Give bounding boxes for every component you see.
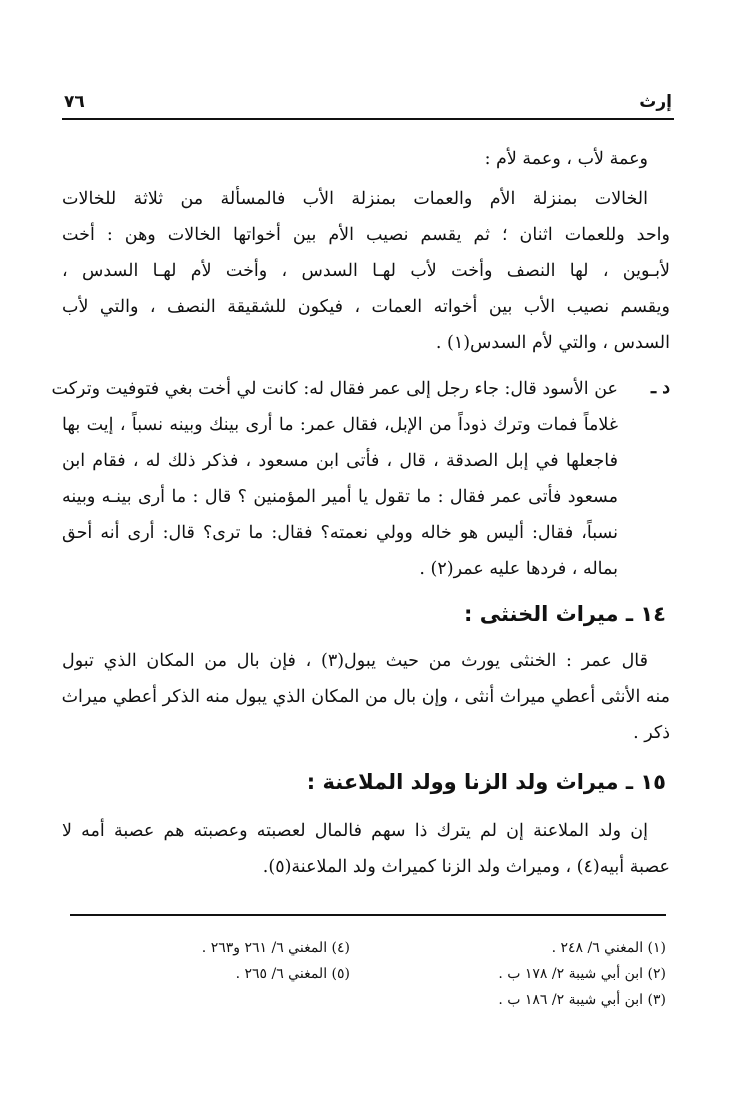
text-line: غلاماً فمات وترك ذوداً من الإبل، فقال عمر: ما أرى بينك وبينه نسباً ، إيت بها xyxy=(62,415,618,435)
footnote: (٢) ابن أبي شيبة ٢/ ١٧٨ ب . xyxy=(498,966,666,982)
text-line: لأبـوين ، لها النصف وأخت لأب لهـا السدس ، وأخت لأم لهـا السدس ، xyxy=(62,261,670,281)
text-line: نسباً، فقال: أليس هو خاله وولي نعمته؟ فقال: ما ترى؟ قال: أرى أنه أحق xyxy=(62,523,618,543)
text-line: الخالات بمنزلة الأم والعمات بمنزلة الأب فالمسألة من ثلاثة للخالات xyxy=(62,189,648,209)
footnote: (١) المغني ٦/ ٢٤٨ . xyxy=(551,940,666,956)
text-line: مسعود فأتى عمر فقال : ما تقول يا أمير المؤمنين ؟ قال : ما أرى بينـه وبينه xyxy=(62,487,618,507)
text-line: إن ولد الملاعنة إن لم يترك ذا سهم فالمال لعصبته وعصبته هم عصبة أمه لا xyxy=(62,821,648,841)
text-line: فاجعلها في إبل الصدقة ، قال ، فأتى ابن مسعود ، فذكر ذلك له ، فقام ابن xyxy=(62,451,618,471)
footnote-rule xyxy=(70,914,666,916)
text-line: منه الأنثى أعطي ميراث أنثى ، وإن بال من المكان الذي يبول منه الذكر أعطي ميراث xyxy=(61,687,670,707)
footnote: (٥) المغني ٦/ ٢٦٥ . xyxy=(235,966,350,982)
text-line: السدس ، والتي لأم السدس(١) . xyxy=(435,333,670,353)
text-line: عصبة أبيه(٤) ، وميراث ولد الزنا كميراث ولد الملاعنة(٥). xyxy=(262,857,670,877)
intro-line: وعمة لأب ، وعمة لأم : xyxy=(484,149,648,169)
footnote: (٣) ابن أبي شيبة ٢/ ١٨٦ ب . xyxy=(498,992,666,1008)
text-line: قال عمر : الخنثى يورث من حيث يبول(٣) ، فإن بال من المكان الذي تبول xyxy=(62,651,648,671)
text-line: ذكر . xyxy=(633,723,670,743)
item-marker: د ـ xyxy=(650,378,670,398)
section-heading-14: ١٤ ـ ميراث الخنثى : xyxy=(463,602,666,626)
footnote: (٤) المغني ٦/ ٢٦١ و٢٦٣ . xyxy=(201,940,350,956)
section-heading-15: ١٥ ـ ميراث ولد الزنا وولد الملاعنة : xyxy=(306,770,666,794)
page-number: ٧٦ xyxy=(64,92,85,112)
running-title: إرث xyxy=(639,92,672,112)
text-line: ويقسم نصيب الأب بين أخواته العمات ، فيكون للشقيقة النصف ، والتي لأب xyxy=(62,297,670,317)
text-line: عن الأسود قال: جاء رجل إلى عمر فقال له: كانت لي أخت بغي فتوفيت وتركت xyxy=(51,379,618,399)
header-rule xyxy=(62,118,674,120)
text-line: بماله ، فردها عليه عمر(٢) . xyxy=(419,559,618,579)
text-line: واحد وللعمات اثنان ؛ ثم يقسم نصيب الأم بين أخواتها الخالات وهن : أخت xyxy=(62,225,670,245)
